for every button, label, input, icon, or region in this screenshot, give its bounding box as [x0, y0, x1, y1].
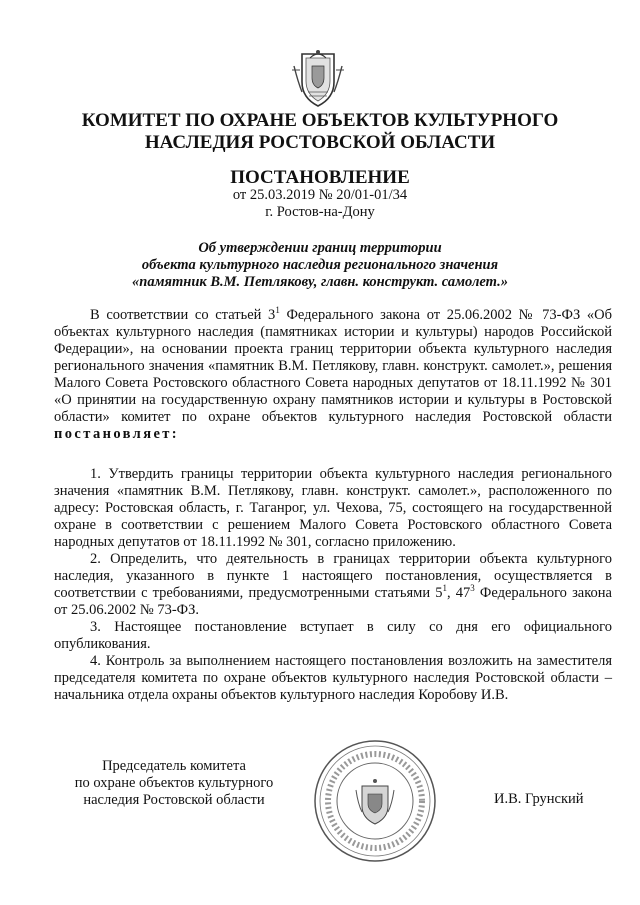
signatory-title-line1: Председатель комитета	[102, 758, 246, 774]
preamble-text-main: Федерального закона от 25.06.2002 № 73-ФЗ «Об объектах культурного наследия (памятниках истории и культуры) народов Российской Федерации», на основании проекта границ территории объекта культурного наследия регионального значения «памятник В.М. Петлякову, главн. конструкт. самолет.», решения Малого Совета Ростовского областного Совета народных депутатов от 18.11.1992 № 301 «О принятии на государственную охрану памятников истории и культуры в Ростовской области» комитет по охране объектов культурного наследия Ростовской области	[54, 307, 612, 425]
preamble-superscript: 1	[275, 305, 280, 316]
org-title-line1: КОМИТЕТ ПО ОХРАНЕ ОБЪЕКТОВ КУЛЬТУРНОГО	[81, 110, 559, 131]
signatory-title-line2: по охране объектов культурного	[74, 775, 274, 791]
document-subject	[80, 240, 560, 291]
item2-superscript-1: 1	[442, 583, 447, 594]
resolution-item-3: 3. Настоящее постановление вступает в силу со дня его официального опубликования.	[54, 619, 612, 652]
document-city: г. Ростов-на-Дону	[265, 204, 375, 220]
signatory-title-line3: наследия Ростовской области	[83, 792, 265, 808]
item2-text-a: 2. Определить, что деятельность в границах территории объекта культурного наследия, указанного в пункте 1 настоящего постановления, осуществляется в соответствии с требованиями, предусмотренными статьями 5	[54, 551, 612, 601]
organization-title	[40, 110, 600, 154]
resolution-item-4: 4. Контроль за выполнением настоящего постановления возложить на заместителя председателя комитета по охране объектов культурного наследия Ростовской области – начальника отдела охраны объектов культурного наследия Коробову И.В.	[54, 653, 612, 703]
org-title-line2: НАСЛЕДИЯ РОСТОВСКОЙ ОБЛАСТИ	[144, 132, 496, 153]
subject-line3: «памятник В.М. Петлякову, главн. конструкт. самолет.»	[132, 274, 508, 290]
signatory-name: И.В. Грунский	[494, 791, 584, 807]
preamble-text-start: В соответствии со статьей 3	[90, 307, 276, 323]
resolution-item-2	[54, 551, 612, 619]
item2-text-c: Федерального закона от 25.06.2002 № 73-ФЗ.	[54, 585, 612, 618]
subject-line2: объекта культурного наследия регионального значения	[141, 257, 499, 273]
decree-word: постановляет:	[54, 426, 180, 442]
signatory-title	[54, 758, 294, 809]
round-official-seal-icon	[312, 738, 438, 864]
preamble-paragraph	[54, 307, 612, 443]
document-date-number: от 25.03.2019 № 20/01-01/34	[232, 187, 408, 203]
resolution-item-1: 1. Утвердить границы территории объекта культурного наследия регионального значения «памятник В.М. Петлякову, главн. конструкт. самолет.», расположенного по адресу: Ростовская область, г. Таганрог, ул. Чехова, 75, состоящего на государственной охране в соответствии с решением Малого Совета Ростовского областного Совета народных депутатов от 18.11.1992 № 301, согласно приложению.	[54, 466, 612, 550]
item2-text-b: , 47	[447, 585, 471, 601]
item2-superscript-2: 3	[470, 583, 475, 594]
resolution-items	[54, 466, 612, 704]
document-type-title: ПОСТАНОВЛЕНИЕ	[230, 167, 410, 188]
coat-of-arms-emblem-icon	[290, 48, 346, 110]
subject-line1: Об утверждении границ территории	[198, 240, 442, 256]
